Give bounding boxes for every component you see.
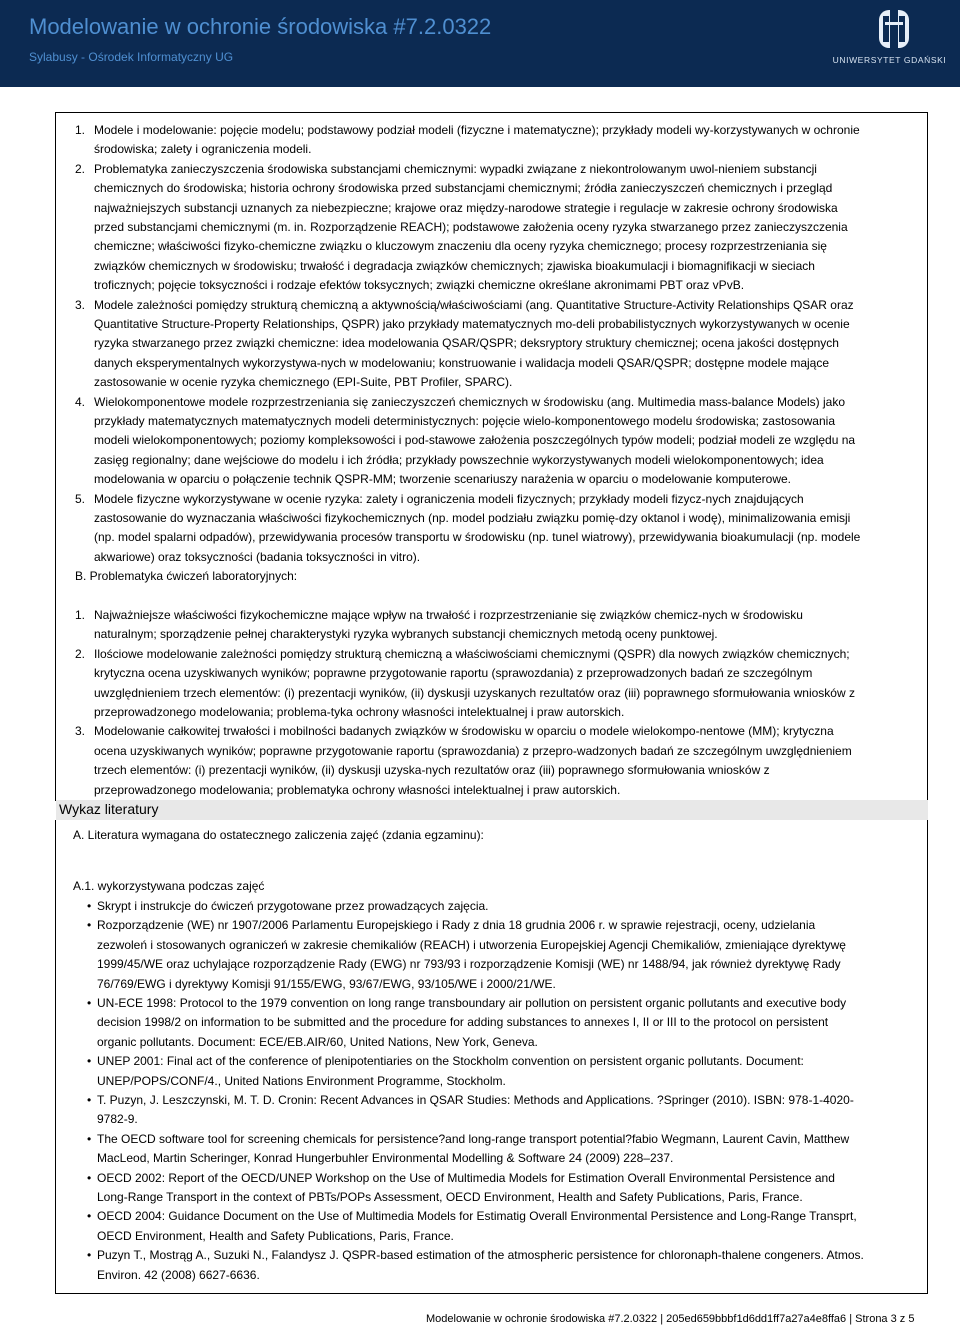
page-header <box>0 0 960 87</box>
bibliography-entry: OECD Environment, Health and Safety Publications, Paris, France. <box>97 1228 454 1243</box>
bullet-marker: • <box>87 1131 92 1146</box>
page-subtitle: Sylabusy - Ośrodek Informatyczny UG <box>29 50 234 64</box>
list-item-text: przeprowadzonego modelowania; problematyka ochrony własności intelektualnej i praw autorskich. <box>94 782 621 797</box>
list-item-text: ocena uzyskiwanych wyników; poprawne przygotowanie raportu (sprawozdania) z przepro-wadzonych badań ze szczególnym uwzględnieniem <box>94 743 852 758</box>
section-b-heading: B. Problematyka ćwiczeń laboratoryjnych: <box>75 569 298 583</box>
list-item-text: przeprowadzonego modelowania; problema-tyka ochrony własności intelektualnej i praw autorskich. <box>94 705 625 719</box>
bibliography-entry: Environ. 42 (2008) 6627-6636. <box>97 1267 260 1282</box>
bibliography-entry: OECD 2004: Guidance Document on the Use of Multimedia Models for Estimatig Overall Environmental Persistence and Long-Range Transprt, <box>97 1209 857 1224</box>
list-item-text: chemicznych do środowiska; historia ochrony środowiska przed substancjami chemicznymi; źródła zanieczyszczeń chemicznych i przegląd <box>94 181 833 196</box>
bullet-marker: • <box>87 1054 92 1069</box>
bibliography-entry: UNEP 2001: Final act of the conference of plenipotentiaries on the Stockholm convention on persistent organic pollutants. Document: <box>97 1054 804 1069</box>
list-item-text: najważniejszych substancji uznanych za niebezpieczne; krajowe oraz między-narodowe strategie i regulacje w zakresie ochrony środowiska <box>94 200 838 215</box>
list-item-text: przykłady matematycznych matematycznych modeli deterministycznych: pojęcie wielo-komponentowego modelu środowiska; zastosowania <box>94 414 835 428</box>
list-item-text: troficznych; pojęcie toksyczności i rodzaje efektów toksycznych; związki chemiczne określane akronimami PBT oraz vPvB. <box>94 278 745 293</box>
bibliography-entry: Puzyn T., Mostrąg A., Suzuki N., Falandysz J. QSPR-based estimation of the atmospheric persistence for chloronaph-thalene congeners. Atmos. <box>97 1248 864 1263</box>
list-item-text: danych eksperymentalnych wykorzystywa-nych w modelowaniu; konstruowanie i walidacja modeli QSAR/QSPR; dostępne modele mające <box>94 355 830 370</box>
list-item-text: zasięg regionalny; dane wejściowe do modelu i ich źródła; przykłady powszechnie wykorzystywanych modeli wielokomponentowych; idea <box>94 452 824 467</box>
literature-group-heading: A.1. wykorzystywana podczas zajęć <box>73 879 265 893</box>
bibliography-entry: The OECD software tool for screening chemicals for persistence?and long-range transport potential?fabio Wegmann, Laurent Cavin, Matthew <box>97 1131 850 1146</box>
bibliography-entry: Skrypt i instrukcje do ćwiczeń przygotowane przez prowadzących zajęcia. <box>97 899 489 913</box>
list-item-text: środowiska; zalety i ograniczenia modeli. <box>94 142 312 157</box>
bullet-marker: • <box>87 899 92 913</box>
bullet-marker: • <box>87 918 92 933</box>
list-item-text: uwzględnieniem trzech elementów: (i) prezentacji wyników, (ii) dyskusji uzyskanych rezultatów oraz (iii) poprawnego sformułowania wniosków z <box>94 685 855 700</box>
list-item-text: Najważniejsze właściwości fizykochemiczne mające wpływ na trwałość i rozprzestrzenianie się związków chemicz-nych w środowisku <box>94 608 803 622</box>
list-item-number: 2. <box>75 646 86 661</box>
bullet-marker: • <box>87 1093 92 1107</box>
literature-subheading: A. Literatura wymagana do ostatecznego zaliczenia zajęć (zdania egzaminu): <box>73 828 484 842</box>
list-item-text: Ilościowe modelowanie zależności pomiędzy strukturą chemiczną a właściwościami chemicznymi (QSPR) dla nowych związków chemicznych; <box>94 646 850 661</box>
bibliography-entry: Rozporządzenie (WE) nr 1907/2006 Parlamentu Europejskiego i Rady z dnia 18 grudnia 2006 r. w sprawie rejestracji, oceny, udzielania <box>97 918 816 933</box>
literature-heading: Wykaz literatury <box>56 800 928 820</box>
list-item-number: 3. <box>75 724 86 739</box>
page-footer: Modelowanie w ochronie środowiska #7.2.0322 | 205ed659bbbf1d6dd1ff7a27a4e8ffa6 | Strona 3 z 5 <box>426 1313 915 1325</box>
list-item-number: 4. <box>75 394 86 409</box>
list-item-number: 1. <box>75 123 86 137</box>
bullet-marker: • <box>87 996 92 1010</box>
list-item-number: 3. <box>75 297 86 312</box>
list-item-text: zastosowanie w ocenie ryzyka chemicznego (EPI-Suite, PBT Profiler, SPARC). <box>94 375 513 390</box>
bibliography-entry: Long-Range Transport in the context of PBTs/POPs Assessment, OECD Environment, Health and Safety Publications, Paris, France. <box>97 1190 803 1204</box>
bullet-marker: • <box>87 1209 92 1224</box>
bullet-marker: • <box>87 1248 92 1263</box>
list-item-text: trzech elementów: (i) prezentacji wyników, (ii) dyskusji uzyska-nych rezultatów oraz (iii) poprawnego sformułowania wniosków z <box>94 763 770 778</box>
bibliography-entry: UN-ECE 1998: Protocol to the 1979 convention on long range transboundary air pollution on persistent organic pollutants and executive body <box>97 996 847 1010</box>
university-name: UNIWERSYTET GDAŃSKI <box>832 55 947 65</box>
list-item-text: akwariowe) oraz toksyczności (badania toksyczności in vitro). <box>94 549 421 564</box>
list-item-text: Quantitative Structure-Property Relationships, QSPR) jako przykłady matematycznych mo-deli probabilistycznych wykorzystywanych w ocenie <box>94 317 850 331</box>
bibliography-entry: organic pollutants. Document: ECE/EB.AIR/60, United Nations, New York, Geneva. <box>97 1034 538 1049</box>
list-item-number: 1. <box>75 608 86 622</box>
bullet-marker: • <box>87 1170 92 1185</box>
list-item-text: przed substancjami chemicznymi (m. in. Rozporządzenie REACH); podstawowe założenia oceny ryzyka stwarzanego przez zanieczyszczenia <box>94 220 848 234</box>
bibliography-entry: T. Puzyn, J. Leszczynski, M. T. D. Cronin: Recent Advances in QSAR Studies: Methods and Applications. ?Springer (2010). ISBN: 978-1-4020- <box>97 1093 854 1107</box>
list-item-text: krytyczna ocena uzyskiwanych wyników; poprawne przygotowanie raportu (sprawozdania) z przeprowadzonych badań ze szczególnym <box>94 666 813 681</box>
list-item-text: Modele i modelowanie: pojęcie modelu; podstawowy podział modeli (fizyczne i matematyczne); przykłady modeli wy-korzystywanych w ochronie <box>94 123 860 137</box>
list-item-text: Problematyka zanieczyszczenia środowiska substancjami chemicznymi: wypadki związane z niekontrolowanym uwol-nieniem substancji <box>94 161 817 176</box>
list-item-text: ryzyka stwarzanego przez związki chemiczne: idea modelowania QSAR/QSPR; deksryptory struktury chemicznej; ocena jakości dostępnych <box>94 336 839 351</box>
page-title: Modelowanie w ochronie środowiska #7.2.0322 <box>29 14 492 39</box>
list-item-text: chemiczne; właściwości fizyko-chemiczne związku o kluczowym znaczeniu dla oceny ryzyka chemicznego; procesy rozprzestrzeniania się <box>94 239 827 254</box>
list-item-text: naturalnym; sporządzenie pełnej charakterystyki ryzyka wybranych substancji chemicznych metodą oceny punktowej. <box>94 627 718 642</box>
list-item-text: Modelowanie całkowitej trwałości i mobilności badanych związków w środowisku w oparciu o modele wielokompo-nentowe (MM); krytyczna <box>94 724 834 739</box>
list-item-number: 2. <box>75 161 86 176</box>
list-item-text: zastosowanie do wyznaczania właściwości fizykochemicznych (np. model podziału związku pomię-dzy oktanol i wodę), minimalizowania emisji <box>94 511 851 525</box>
list-item-text: modelowania w oparciu o połączenie technik QSPR-MM; tworzenie scenariuszy narażenia w oparciu o modelowanie komputerowe. <box>94 472 792 487</box>
bibliography-entry: OECD 2002: Report of the OECD/UNEP Workshop on the Use of Multimedia Models for Estimation Overall Environmental Persistence and <box>97 1170 835 1185</box>
bibliography-entry: 9782-9. <box>97 1112 138 1127</box>
list-item-text: Modele fizyczne wykorzystywane w ocenie ryzyka: zalety i ograniczenia modeli fizycznych; przykłady modeli fizycz-nych znajdujących <box>94 491 804 506</box>
bibliography-entry: zezwoleń i stosowanych ograniczeń w zakresie chemikaliów (REACH) i utworzenia Europejskiej Agencji Chemikaliów, zmieniające dyrektywę <box>97 937 846 952</box>
list-item-text: związków chemicznych w środowisku; trwałość i degradacja związków chemicznych; zjawiska bioakumulacji i biomagnifikacji w sieciach <box>94 258 815 273</box>
bibliography-entry: decision 1998/2 on information to be submitted and the procedure for adding substances to annexes I, II or III to the protocol on persistent <box>97 1015 829 1030</box>
list-item-text: Wielokomponentowe modele rozprzestrzeniania się zanieczyszczeń chemicznych w środowisku (ang. Multimedia mass-balance Models) jako <box>94 394 845 409</box>
bibliography-entry: 1999/45/WE oraz uchylające rozporządzenie Rady (EWG) nr 793/93 i rozporządzenie Komisji (WE) nr 1488/94, jak również dyrektywę Rady <box>97 957 841 972</box>
bibliography-entry: 76/769/EWG i dyrektywy Komisji 91/155/EWG, 93/67/EWG, 93/105/WE i 2000/21/WE. <box>97 976 556 991</box>
list-item-text: modeli wielokomponentowych; poziomy kompleksowości i pod-stawowe założenia poszczególnych typów modeli; podział modeli ze względu na <box>94 433 856 448</box>
bibliography-entry: UNEP/POPS/CONF/4., United Nations Environment Programme, Stockholm. <box>97 1073 506 1088</box>
list-item-text: (np. model spalarni odpadów), przewidywania procesów transportu w środowisku (np. tunel wiatrowy), przewidywania bioakumulacji (np. modele <box>94 530 861 545</box>
list-item-text: Modele zależności pomiędzy strukturą chemiczną a aktywnością/właściwościami (ang. Quantitative Structure-Activity Relationships QSAR oraz <box>94 297 854 312</box>
bibliography-entry: MacLeod, Martin Scheringer, Konrad Hungerbuhler Environmental Modelling & Software 24 (2009) 228–237. <box>97 1151 674 1166</box>
list-item-number: 5. <box>75 491 86 506</box>
